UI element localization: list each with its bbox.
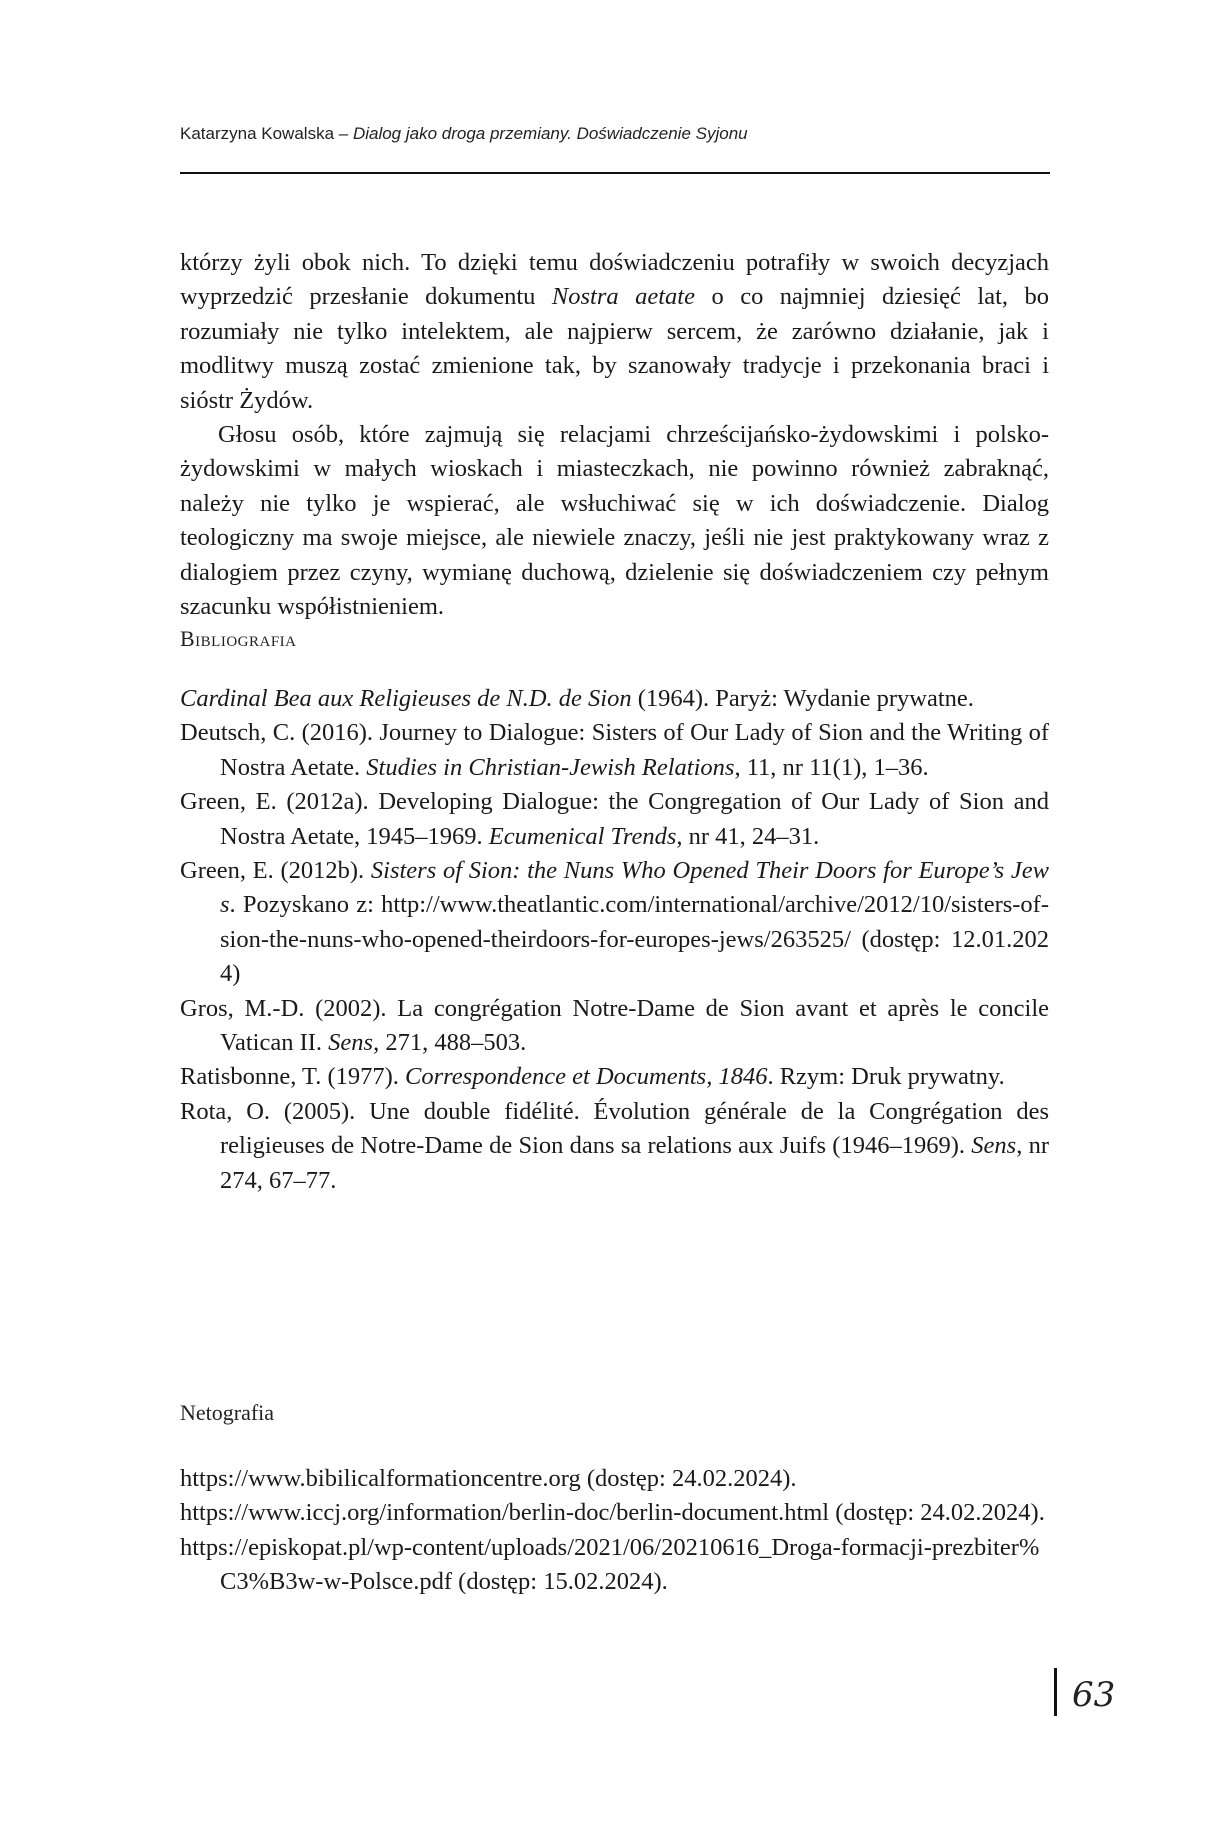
header-title: Dialog jako droga przemiany. Doświadczenie Syjonu [352, 124, 748, 143]
bib-entry-rest: . Rzym: Druk prywatny. [767, 1063, 1005, 1091]
bib-entry-title: Studies in Christian-Jewish Relations [366, 753, 735, 781]
main-text [180, 246, 1049, 624]
bib-entry [180, 716, 1049, 785]
bib-entry-text: Gros, M.-D. (2002). La congrégation Notre-Dame de Sion avant et après le concile Vatican II. [180, 994, 1049, 1057]
bibliography-heading: Bibliografia [180, 626, 297, 651]
bib-entry [180, 992, 1049, 1061]
net-entry: https://episkopat.pl/wp-content/uploads/2021/06/20210616_Droga-formacji-prezbiter%C3%B3w-w-Polsce.pdf (dostęp: 15.02.2024). [180, 1533, 1040, 1596]
bib-entry-rest: , nr 41, 24–31. [676, 822, 820, 850]
bib-entry-text: Green, E. (2012b). [180, 857, 371, 885]
bib-entry [180, 785, 1049, 854]
paragraph-2: Głosu osób, które zajmują się relacjami chrześcijańsko-żydowskimi i polsko-żydowskimi w małych wioskach i miasteczkach, nie powinno również zabraknąć, należy nie tylko je wspierać, ale wsłuchiwać się w ich doświadczenie. Dialog teologiczny ma swoje miejsce, ale niewiele znaczy, jeśli nie jest praktykowany wraz z dialogiem przez czyny, wymianę duchową, dzielenie się doświadczeniem czy pełnym szacunku współistnieniem. [180, 421, 1049, 621]
paragraph-1-text-b: o co najmniej dziesięć lat, bo rozumiały nie tylko intelektem, ale najpierw sercem, że zarówno działanie, jak i modlitwy muszą zostać zmienione tak, by szanowały tradycje i przekonania braci i sióstr Żydów. [180, 283, 1049, 414]
bib-entry-rest: . Pozyskano z: http://www.theatlantic.com/international/archive/2012/10/sisters-of-sion-the-nuns-who-opened-theirdoors-for-europes-jews/263525/ (dostęp: 12.01.2024) [220, 891, 1049, 988]
header-rule [180, 172, 1050, 174]
page-number: 63 [1072, 1675, 1116, 1715]
paragraph-1-emphasis: Nostra aetate [551, 283, 695, 311]
bib-entry-title: Cardinal Bea aux Religieuses de N.D. de Sion [180, 685, 632, 712]
bibliography-list [180, 682, 1049, 1198]
bib-entry-title: Correspondence et Documents, 1846 [405, 1063, 768, 1091]
bib-entry-title: Sens [971, 1132, 1017, 1160]
bib-entry-text: Deutsch, C. (2016). Journey to Dialogue: Sisters of Our Lady of Sion and the Writing of Nostra Aetate. [180, 719, 1049, 781]
bib-entry [180, 1060, 1049, 1094]
paragraph-1 [180, 246, 1049, 418]
paragraph-1-text-a: którzy żyli obok nich. To dzięki temu doświadczeniu potrafiły w swoich decyzjach wyprzedzić przesłanie dokumentu [180, 249, 1049, 311]
page-number-bar [1054, 1668, 1057, 1716]
bib-entry-title: Sisters of Sion: the Nuns Who Opened Their Doors for Europe’s Jews [220, 857, 1049, 919]
bib-entry-text: Rota, O. (2005). Une double fidélité. Évolution générale de la Congrégation des religieuses de Notre-Dame de Sion dans sa relations aux Juifs (1946–1969). [180, 1097, 1049, 1160]
bib-entry-title: Sens [328, 1029, 374, 1057]
net-entry: https://www.iccj.org/information/berlin-doc/berlin-document.html (dostęp: 24.02.2024). [180, 1499, 1045, 1527]
header-separator: – [334, 124, 353, 143]
netography-list [180, 1462, 1049, 1600]
bib-entry-title: Ecumenical Trends [488, 822, 677, 850]
running-header [180, 124, 1050, 144]
bib-entry-rest: , 11, nr 11(1), 1–36. [734, 753, 929, 781]
bib-entry [180, 854, 1049, 992]
header-author: Katarzyna Kowalska [180, 124, 335, 143]
bib-entry-rest: (1964). Paryż: Wydanie prywatne. [631, 685, 974, 712]
bib-entry [180, 1095, 1049, 1198]
net-entry: https://www.bibilicalformationcentre.org (dostęp: 24.02.2024). [180, 1465, 797, 1492]
bib-entry-text: Green, E. (2012a). Developing Dialogue: the Congregation of Our Lady of Sion and Nostra Aetate, 1945–1969. [180, 788, 1049, 850]
bib-entry [180, 682, 1049, 716]
netography-heading: Netografia [180, 1400, 275, 1425]
bib-entry-rest: , 271, 488–503. [373, 1029, 527, 1057]
bib-entry-rest: , nr 274, 67–77. [220, 1132, 1049, 1194]
bib-entry-text: Ratisbonne, T. (1977). [180, 1063, 406, 1091]
